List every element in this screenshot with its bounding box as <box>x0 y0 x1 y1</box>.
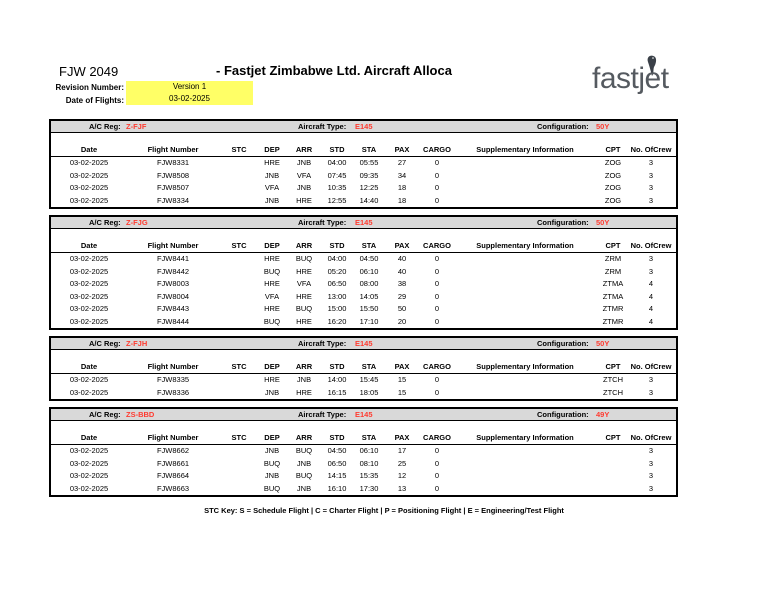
table-cell: ZOG <box>604 195 622 205</box>
table-cell: 0 <box>434 279 440 288</box>
table-cell: 3 <box>648 375 654 384</box>
aircraft-type-value: E145 <box>355 122 373 131</box>
column-header: Supplementary Information <box>476 362 574 371</box>
revision-label: Revision Number: <box>55 83 124 92</box>
spacer <box>51 421 676 432</box>
column-header: Supplementary Information <box>476 241 574 250</box>
table-cell: 0 <box>434 375 440 384</box>
spacer <box>51 133 676 144</box>
column-header: STC <box>231 145 247 154</box>
column-header: CPT <box>605 241 621 250</box>
page-title: - Fastjet Zimbabwe Ltd. Aircraft Alloca <box>216 63 452 78</box>
table-cell: 4 <box>648 304 654 313</box>
table-cell: FJW8442 <box>156 266 190 276</box>
column-header: No. OfCrew <box>630 145 672 154</box>
table-cell: 08:00 <box>359 279 379 288</box>
table-cell: HRE <box>264 254 280 263</box>
table-cell: FJW8336 <box>156 387 190 397</box>
table-cell: JNB <box>264 170 280 180</box>
ac-reg-label: A/C Reg: <box>89 122 121 131</box>
column-header: STD <box>329 433 345 442</box>
table-cell: 18 <box>397 183 407 192</box>
table-cell: 13:00 <box>327 291 347 301</box>
table-cell: 15 <box>397 375 407 384</box>
table-cell: 15:00 <box>327 304 347 313</box>
table-cell: 03-02-2025 <box>69 387 109 397</box>
ac-reg-value: Z-FJG <box>126 218 148 227</box>
table-cell: 34 <box>397 170 407 180</box>
aircraft-type-label: Aircraft Type: <box>298 410 347 419</box>
table-cell: 13 <box>397 483 407 493</box>
date-label: Date of Flights: <box>65 96 124 105</box>
table-cell: 03-02-2025 <box>69 158 109 167</box>
table-row <box>51 303 676 316</box>
table-cell: 3 <box>648 158 654 167</box>
table-cell: ZOG <box>604 183 622 192</box>
table-cell: 05:20 <box>327 266 347 276</box>
ac-reg-value: Z-FJF <box>126 122 147 131</box>
column-header: Flight Number <box>147 433 199 442</box>
aircraft-block <box>49 407 678 497</box>
table-cell: 03-02-2025 <box>69 170 109 180</box>
table-cell: FJW8443 <box>156 304 190 313</box>
aircraft-block <box>49 119 678 209</box>
aircraft-block <box>49 336 678 401</box>
table-row <box>51 195 676 208</box>
configuration-value: 50Y <box>596 218 610 227</box>
column-header: STA <box>361 362 377 371</box>
table-cell: HRE <box>296 266 312 276</box>
table-cell: FJW8507 <box>156 183 190 192</box>
table-cell: HRE <box>296 387 312 397</box>
column-header: STC <box>231 362 247 371</box>
table-cell: 03-02-2025 <box>69 471 109 480</box>
table-row <box>51 483 676 496</box>
table-cell: 4 <box>648 291 654 301</box>
table-cell: 03-02-2025 <box>69 458 109 468</box>
spacer <box>51 350 676 361</box>
ac-reg-label: A/C Reg: <box>89 218 121 227</box>
date-value: 03-02-2025 <box>126 93 253 105</box>
table-cell: FJW8331 <box>156 158 190 167</box>
doc-code: FJW 2049 <box>59 64 119 79</box>
column-header: CARGO <box>423 241 451 250</box>
ac-reg-label: A/C Reg: <box>89 339 121 348</box>
table-cell: 0 <box>434 316 440 326</box>
column-header: PAX <box>394 433 410 442</box>
table-cell: 0 <box>434 195 440 205</box>
table-cell: 03-02-2025 <box>69 254 109 263</box>
table-cell: ZOG <box>604 170 622 180</box>
table-cell: 05:55 <box>359 158 379 167</box>
table-row <box>51 470 676 483</box>
table-cell: 08:10 <box>359 458 379 468</box>
table-cell: 07:45 <box>327 170 347 180</box>
aircraft-type-label: Aircraft Type: <box>298 339 347 348</box>
table-cell: 15:45 <box>359 375 379 384</box>
table-cell: 12:25 <box>359 183 379 192</box>
table-row <box>51 157 676 170</box>
table-cell: ZTCH <box>603 375 623 384</box>
table-cell: HRE <box>264 279 280 288</box>
table-cell: 15:35 <box>359 471 379 480</box>
table-cell: 0 <box>434 254 440 263</box>
table-cell: JNB <box>296 375 312 384</box>
table-cell: BUQ <box>263 483 281 493</box>
table-cell: BUQ <box>295 471 313 480</box>
table-cell: FJW8663 <box>156 483 190 493</box>
column-header: Date <box>80 241 98 250</box>
aircraft-block <box>49 215 678 330</box>
table-cell: 06:10 <box>359 266 379 276</box>
table-cell: 17 <box>397 446 407 455</box>
table-cell: 03-02-2025 <box>69 266 109 276</box>
column-header: DEP <box>264 433 280 442</box>
table-cell: ZTMR <box>602 316 624 326</box>
table-cell: 14:00 <box>327 375 347 384</box>
column-header: CPT <box>605 145 621 154</box>
configuration-label: Configuration: <box>537 410 589 419</box>
column-header: STA <box>361 241 377 250</box>
table-cell: 16:15 <box>327 387 347 397</box>
table-cell: HRE <box>296 316 312 326</box>
table-cell: HRE <box>264 304 280 313</box>
column-header: CPT <box>605 433 621 442</box>
table-cell: 3 <box>648 254 654 263</box>
configuration-label: Configuration: <box>537 218 589 227</box>
table-cell: 40 <box>397 266 407 276</box>
table-cell: VFA <box>296 170 312 180</box>
configuration-value: 49Y <box>596 410 610 419</box>
column-header: STA <box>361 433 377 442</box>
table-cell: FJW8664 <box>156 471 190 480</box>
column-header: Date <box>80 145 98 154</box>
table-cell: ZTMA <box>602 279 624 288</box>
table-cell: 10:35 <box>327 183 347 192</box>
table-cell: 0 <box>434 266 440 276</box>
table-cell: VFA <box>264 183 280 192</box>
revision-value: Version 1 <box>126 81 253 93</box>
table-cell: ZRM <box>604 266 622 276</box>
column-header: Supplementary Information <box>476 145 574 154</box>
table-cell: 18 <box>397 195 407 205</box>
table-cell: 15:50 <box>359 304 379 313</box>
column-header: CARGO <box>423 145 451 154</box>
table-cell: 27 <box>397 158 407 167</box>
table-cell: BUQ <box>263 316 281 326</box>
table-cell: 3 <box>648 266 654 276</box>
aircraft-type-value: E145 <box>355 339 373 348</box>
column-header: No. OfCrew <box>630 241 672 250</box>
table-cell: JNB <box>264 446 280 455</box>
column-header: STD <box>329 145 345 154</box>
table-cell: 0 <box>434 183 440 192</box>
table-cell: 0 <box>434 458 440 468</box>
column-header: CARGO <box>423 362 451 371</box>
column-header: Flight Number <box>147 241 199 250</box>
column-header: ARR <box>295 241 313 250</box>
aircraft-header <box>51 121 676 133</box>
table-cell: JNB <box>296 183 312 192</box>
table-cell: HRE <box>264 158 280 167</box>
table-cell: 12 <box>397 471 407 480</box>
table-cell: 15 <box>397 387 407 397</box>
table-row <box>51 170 676 183</box>
table-cell: JNB <box>264 195 280 205</box>
ac-reg-label: A/C Reg: <box>89 410 121 419</box>
table-cell: 12:55 <box>327 195 347 205</box>
table-cell: 03-02-2025 <box>69 316 109 326</box>
column-header: Flight Number <box>147 145 199 154</box>
configuration-value: 50Y <box>596 339 610 348</box>
table-cell: ZTMR <box>602 304 624 313</box>
column-header: DEP <box>264 145 280 154</box>
table-cell: 3 <box>648 387 654 397</box>
table-cell: 3 <box>648 471 654 480</box>
column-header: ARR <box>295 362 313 371</box>
configuration-value: 50Y <box>596 122 610 131</box>
table-row <box>51 387 676 400</box>
table-cell: JNB <box>264 387 280 397</box>
stc-key: STC Key: S = Schedule Flight | C = Charter Flight | P = Positioning Flight | E = Engineering/Test Flight <box>204 506 564 515</box>
table-cell: 04:00 <box>327 158 347 167</box>
table-cell: 16:10 <box>327 483 347 493</box>
table-cell: FJW8441 <box>156 254 190 263</box>
table-row <box>51 253 676 266</box>
table-cell: HRE <box>296 291 312 301</box>
table-row <box>51 445 676 458</box>
column-header: STC <box>231 241 247 250</box>
aircraft-header <box>51 338 676 350</box>
column-header: PAX <box>394 362 410 371</box>
table-cell: 0 <box>434 483 440 493</box>
column-header: CARGO <box>423 433 451 442</box>
logo-wordmark: fastjet <box>592 62 669 95</box>
column-header-row <box>51 361 676 374</box>
configuration-label: Configuration: <box>537 339 589 348</box>
column-header: Flight Number <box>147 362 199 371</box>
column-header: ARR <box>295 145 313 154</box>
table-cell: FJW8334 <box>156 195 190 205</box>
column-header: STA <box>361 145 377 154</box>
table-cell: 40 <box>397 254 407 263</box>
table-cell: 17:10 <box>359 316 379 326</box>
spacer <box>51 229 676 240</box>
aircraft-type-label: Aircraft Type: <box>298 218 347 227</box>
table-cell: 4 <box>648 279 654 288</box>
table-cell: HRE <box>264 375 280 384</box>
aircraft-type-label: Aircraft Type: <box>298 122 347 131</box>
table-cell: 3 <box>648 195 654 205</box>
table-row <box>51 182 676 195</box>
table-cell: 17:30 <box>359 483 379 493</box>
column-header-row <box>51 432 676 445</box>
table-cell: 50 <box>397 304 407 313</box>
table-cell: 0 <box>434 446 440 455</box>
table-row <box>51 458 676 471</box>
table-cell: 18:05 <box>359 387 379 397</box>
table-cell: 03-02-2025 <box>69 291 109 301</box>
table-cell: 14:15 <box>327 471 347 480</box>
table-cell: FJW8444 <box>156 316 190 326</box>
column-header: PAX <box>394 145 410 154</box>
column-header: CPT <box>605 362 621 371</box>
table-cell: 03-02-2025 <box>69 375 109 384</box>
fastjet-logo <box>592 52 676 98</box>
table-cell: BUQ <box>295 304 313 313</box>
table-cell: JNB <box>264 471 280 480</box>
aircraft-type-value: E145 <box>355 218 373 227</box>
table-cell: HRE <box>296 195 312 205</box>
table-cell: 4 <box>648 316 654 326</box>
table-cell: 14:40 <box>359 195 379 205</box>
table-cell: 03-02-2025 <box>69 304 109 313</box>
table-row <box>51 278 676 291</box>
table-row <box>51 266 676 279</box>
table-cell: FJW8662 <box>156 446 190 455</box>
table-cell: FJW8003 <box>156 279 190 288</box>
table-cell: 0 <box>434 304 440 313</box>
table-cell: ZRM <box>604 254 622 263</box>
column-header: ARR <box>295 433 313 442</box>
table-cell: BUQ <box>295 254 313 263</box>
table-cell: 04:50 <box>359 254 379 263</box>
table-cell: ZTCH <box>603 387 623 397</box>
column-header: PAX <box>394 241 410 250</box>
table-cell: ZOG <box>604 158 622 167</box>
column-header: DEP <box>264 362 280 371</box>
table-cell: 0 <box>434 387 440 397</box>
column-header: STC <box>231 433 247 442</box>
table-cell: 04:00 <box>327 254 347 263</box>
table-cell: JNB <box>296 458 312 468</box>
table-cell: 03-02-2025 <box>69 279 109 288</box>
table-cell: 3 <box>648 483 654 493</box>
aircraft-header <box>51 217 676 229</box>
table-cell: 03-02-2025 <box>69 183 109 192</box>
table-cell: 0 <box>434 170 440 180</box>
table-cell: 29 <box>397 291 407 301</box>
table-cell: BUQ <box>263 458 281 468</box>
table-cell: 0 <box>434 158 440 167</box>
table-cell: BUQ <box>295 446 313 455</box>
table-row <box>51 316 676 329</box>
table-cell: 03-02-2025 <box>69 446 109 455</box>
table-cell: 20 <box>397 316 407 326</box>
column-header-row <box>51 240 676 253</box>
table-cell: 3 <box>648 170 654 180</box>
table-cell: 3 <box>648 458 654 468</box>
table-cell: JNB <box>296 483 312 493</box>
table-cell: 16:20 <box>327 316 347 326</box>
table-cell: VFA <box>296 279 312 288</box>
table-cell: 09:35 <box>359 170 379 180</box>
table-cell: 0 <box>434 471 440 480</box>
table-cell: 06:50 <box>327 279 347 288</box>
column-header-row <box>51 144 676 157</box>
table-cell: 25 <box>397 458 407 468</box>
configuration-label: Configuration: <box>537 122 589 131</box>
table-cell: 04:50 <box>327 446 347 455</box>
table-cell: 14:05 <box>359 291 379 301</box>
table-cell: ZTMA <box>602 291 624 301</box>
column-header: STD <box>329 241 345 250</box>
column-header: No. OfCrew <box>630 433 672 442</box>
table-cell: 3 <box>648 446 654 455</box>
table-row <box>51 291 676 304</box>
column-header: No. OfCrew <box>630 362 672 371</box>
table-cell: FJW8004 <box>156 291 190 301</box>
ac-reg-value: ZS-BBD <box>126 410 155 419</box>
table-cell: VFA <box>264 291 280 301</box>
table-row <box>51 374 676 387</box>
table-cell: 03-02-2025 <box>69 195 109 205</box>
aircraft-type-value: E145 <box>355 410 373 419</box>
column-header: STD <box>329 362 345 371</box>
table-cell: FJW8335 <box>156 375 190 384</box>
table-cell: FJW8508 <box>156 170 190 180</box>
aircraft-header <box>51 409 676 421</box>
table-cell: 0 <box>434 291 440 301</box>
table-cell: 3 <box>648 183 654 192</box>
table-cell: FJW8661 <box>156 458 190 468</box>
table-cell: 06:50 <box>327 458 347 468</box>
column-header: Date <box>80 433 98 442</box>
table-cell: JNB <box>296 158 312 167</box>
ac-reg-value: Z-FJH <box>126 339 148 348</box>
table-cell: BUQ <box>263 266 281 276</box>
table-cell: 06:10 <box>359 446 379 455</box>
table-cell: 38 <box>397 279 407 288</box>
table-cell: 03-02-2025 <box>69 483 109 493</box>
column-header: Supplementary Information <box>476 433 574 442</box>
column-header: Date <box>80 362 98 371</box>
column-header: DEP <box>264 241 280 250</box>
